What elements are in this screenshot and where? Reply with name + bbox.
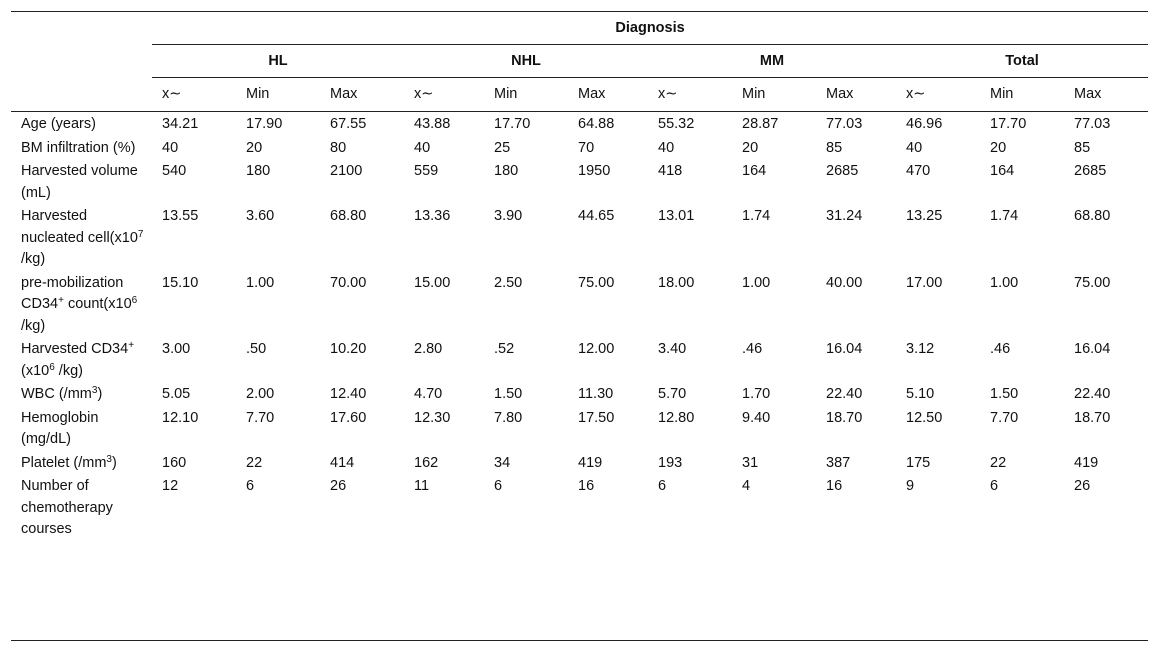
table-cell: 40 xyxy=(162,139,179,156)
subheader-max: Max xyxy=(320,78,404,112)
subheader-min: Min xyxy=(236,78,320,112)
table-cell: 1.50 xyxy=(990,386,1019,402)
subheader-min: Min xyxy=(980,78,1064,112)
table-cell: 470 xyxy=(906,163,931,179)
group-header-mm: MM xyxy=(648,45,896,78)
table-cell: 16.04 xyxy=(826,341,863,357)
table-cell: 2.50 xyxy=(494,274,523,291)
table-cell: 22.40 xyxy=(826,386,863,402)
table-cell: 12.30 xyxy=(414,409,451,426)
table-row xyxy=(11,271,1148,338)
table-cell: 22 xyxy=(990,454,1007,471)
table-cell: 7.70 xyxy=(246,409,275,426)
table-cell: 15.10 xyxy=(162,274,199,291)
table-cell: 3.60 xyxy=(246,208,275,224)
table-cell: 28.87 xyxy=(742,116,779,132)
table-cell: 18.70 xyxy=(1074,409,1111,426)
label-superscript: 3 xyxy=(106,453,112,465)
table-cell: 17.70 xyxy=(494,116,531,132)
table-cell: 17.50 xyxy=(578,409,615,426)
label-text: WBC (/mm xyxy=(21,386,92,402)
table-cell: 164 xyxy=(990,163,1015,179)
table-cell: 4 xyxy=(742,478,751,494)
table-cell: 180 xyxy=(246,163,271,179)
table-cell: 16.04 xyxy=(1074,341,1111,357)
table-cell: 46.96 xyxy=(906,116,943,132)
table-cell: 1.00 xyxy=(246,274,275,291)
table-cell: 2685 xyxy=(1074,163,1107,179)
corner-cell xyxy=(11,78,152,112)
table-cell: 419 xyxy=(1074,454,1099,471)
table-cell: 1.50 xyxy=(494,386,523,402)
table-row xyxy=(11,136,1148,160)
table-cell: 3.12 xyxy=(906,341,935,357)
table-cell: 12.80 xyxy=(658,409,695,426)
table-cell: 26 xyxy=(1074,478,1091,494)
table-cell: 9.40 xyxy=(742,409,771,426)
table-cell: 164 xyxy=(742,163,767,179)
table-cell: 419 xyxy=(578,454,603,471)
table-cell: .50 xyxy=(246,341,267,357)
row-label xyxy=(11,204,152,271)
table-cell: 15.00 xyxy=(414,274,451,291)
subheader-min: Min xyxy=(732,78,816,112)
table-cell: 1.74 xyxy=(990,208,1019,224)
table-cell: 559 xyxy=(414,163,439,179)
data-table-container xyxy=(11,11,1148,641)
row-label: Number of chemotherapy courses xyxy=(21,478,113,537)
table-cell: 16 xyxy=(578,478,595,494)
table-cell: 31 xyxy=(742,454,759,471)
table-cell: 7.70 xyxy=(990,409,1019,426)
table-row xyxy=(11,474,1148,541)
table-cell: 162 xyxy=(414,454,439,471)
group-header-hl: HL xyxy=(152,45,404,78)
table-cell: 68.80 xyxy=(330,208,367,224)
table-row xyxy=(11,451,1148,475)
table-cell: 40 xyxy=(658,139,675,156)
table-cell: 80 xyxy=(330,139,347,156)
table-cell: 13.01 xyxy=(658,208,695,224)
table-cell: 3.40 xyxy=(658,341,687,357)
table-cell: 160 xyxy=(162,454,187,471)
table-cell: 6 xyxy=(494,478,503,494)
label-text: count(x10 xyxy=(63,296,132,312)
diagnosis-table xyxy=(11,12,1148,541)
group-header-nhl: NHL xyxy=(404,45,648,78)
label-text: Platelet (/mm xyxy=(21,454,107,471)
table-cell: 3.90 xyxy=(494,208,523,224)
row-label: Hemoglobin (mg/dL) xyxy=(21,409,99,447)
table-cell: 11 xyxy=(414,478,430,494)
table-cell: 77.03 xyxy=(1074,116,1111,132)
table-row xyxy=(11,204,1148,271)
subheader-max: Max xyxy=(816,78,896,112)
table-cell: 6 xyxy=(246,478,255,494)
table-cell: 17.70 xyxy=(990,116,1027,132)
table-cell: 55.32 xyxy=(658,116,695,132)
table-cell: .46 xyxy=(742,341,763,357)
row-label xyxy=(11,382,152,406)
label-text: pre-mobilization CD34 xyxy=(21,274,124,312)
corner-cell xyxy=(11,45,152,78)
table-cell: 64.88 xyxy=(578,116,615,132)
table-cell: 387 xyxy=(826,454,851,471)
table-row xyxy=(11,112,1148,136)
table-cell: 13.25 xyxy=(906,208,943,224)
table-cell: 1.70 xyxy=(742,386,771,402)
table-cell: 5.05 xyxy=(162,386,191,402)
subheader-max: Max xyxy=(1064,78,1148,112)
table-cell: 540 xyxy=(162,163,187,179)
table-cell: 43.88 xyxy=(414,116,451,132)
table-cell: 418 xyxy=(658,163,683,179)
subheader-min: Min xyxy=(484,78,568,112)
subheader-mean: x∼ xyxy=(896,78,980,112)
row-label: Age (years) xyxy=(21,116,96,132)
table-cell: 18.70 xyxy=(826,409,863,426)
table-cell: 10.20 xyxy=(330,341,367,357)
label-superscript: 3 xyxy=(91,385,98,396)
subheader-mean: x∼ xyxy=(152,78,236,112)
table-cell: 70.00 xyxy=(330,274,367,291)
table-cell: 20 xyxy=(246,139,263,156)
table-cell: 26 xyxy=(330,478,347,494)
diagnosis-header: Diagnosis xyxy=(152,12,1148,45)
table-cell: 17.60 xyxy=(330,409,367,426)
table-row xyxy=(11,382,1148,406)
table-row xyxy=(11,406,1148,451)
table-cell: 16 xyxy=(826,478,843,494)
table-cell: 2100 xyxy=(330,163,363,179)
table-cell: 12.00 xyxy=(578,341,615,357)
table-cell: 75.00 xyxy=(1074,274,1111,291)
table-cell: 22 xyxy=(246,454,263,471)
table-body xyxy=(11,112,1148,541)
table-cell: 12 xyxy=(162,478,179,494)
table-cell: 20 xyxy=(990,139,1007,156)
table-cell: 414 xyxy=(330,454,355,471)
label-superscript: 6 xyxy=(131,295,138,306)
table-cell: 3.00 xyxy=(162,341,191,357)
subheader-max: Max xyxy=(568,78,648,112)
label-superscript: 6 xyxy=(49,361,55,373)
table-cell: 17.00 xyxy=(906,274,943,291)
label-superscript: + xyxy=(58,295,64,306)
table-cell: 40 xyxy=(414,139,431,156)
table-cell: 11.30 xyxy=(578,386,614,402)
table-cell: 2.00 xyxy=(246,386,275,402)
table-cell: 18.00 xyxy=(658,274,695,291)
table-cell: 44.65 xyxy=(578,208,615,224)
table-cell: 9 xyxy=(906,478,915,494)
table-cell: 40.00 xyxy=(826,274,863,291)
label-text: ) xyxy=(111,454,117,471)
label-text: Harvested CD34 xyxy=(21,341,129,357)
table-cell: .52 xyxy=(494,341,515,357)
table-cell: 25 xyxy=(494,139,511,156)
table-cell: 17.90 xyxy=(246,116,283,132)
corner-cell xyxy=(11,12,152,45)
label-text: ) xyxy=(97,386,103,402)
table-cell: 12.50 xyxy=(906,409,943,426)
table-cell: 68.80 xyxy=(1074,208,1111,224)
group-header-total: Total xyxy=(896,45,1148,78)
table-cell: 67.55 xyxy=(330,116,367,132)
table-cell: 75.00 xyxy=(578,274,615,291)
table-cell: 175 xyxy=(906,454,931,471)
subheader-mean: x∼ xyxy=(648,78,732,112)
table-cell: 34.21 xyxy=(162,116,199,132)
table-cell: 180 xyxy=(494,163,519,179)
table-row xyxy=(11,337,1148,382)
table-cell: 13.36 xyxy=(414,208,451,224)
label-text: /kg) xyxy=(54,362,83,379)
table-cell: 31.24 xyxy=(826,208,863,224)
table-cell: 70 xyxy=(578,139,595,156)
row-label xyxy=(11,451,152,475)
label-text: /kg) xyxy=(21,317,46,334)
table-cell: 1.00 xyxy=(742,274,771,291)
label-text: (x10 xyxy=(21,362,50,379)
table-cell: 2685 xyxy=(826,163,859,179)
table-cell: 34 xyxy=(494,454,511,471)
table-cell: 5.70 xyxy=(658,386,687,402)
table-cell: 2.80 xyxy=(414,341,443,357)
table-cell: 13.55 xyxy=(162,208,199,224)
table-cell: 20 xyxy=(742,139,759,156)
table-cell: 12.10 xyxy=(162,409,199,426)
table-cell: 193 xyxy=(658,454,683,471)
table-cell: 85 xyxy=(1074,139,1091,156)
table-cell: 4.70 xyxy=(414,386,443,402)
table-cell: .46 xyxy=(990,341,1011,357)
row-label xyxy=(11,271,152,338)
table-cell: 6 xyxy=(990,478,999,494)
table-cell: 12.40 xyxy=(330,386,367,402)
table-cell: 1.74 xyxy=(742,208,771,224)
row-label: BM infiltration (%) xyxy=(21,139,136,156)
label-text: /kg) xyxy=(21,251,46,267)
table-cell: 7.80 xyxy=(494,409,523,426)
table-cell: 77.03 xyxy=(826,116,863,132)
table-cell: 1.00 xyxy=(990,274,1019,291)
label-superscript: + xyxy=(128,340,135,351)
table-cell: 1950 xyxy=(578,163,611,179)
table-cell: 85 xyxy=(826,139,843,156)
subheader-mean: x∼ xyxy=(404,78,484,112)
table-cell: 6 xyxy=(658,478,667,494)
table-cell: 40 xyxy=(906,139,923,156)
table-row xyxy=(11,159,1148,204)
label-text: Harvested nucleated cell(x10 xyxy=(21,208,138,246)
table-cell: 5.10 xyxy=(906,386,935,402)
row-label: Harvested volume (mL) xyxy=(21,163,138,201)
label-superscript: 7 xyxy=(137,228,144,240)
row-label xyxy=(11,337,152,382)
table-cell: 22.40 xyxy=(1074,386,1111,402)
